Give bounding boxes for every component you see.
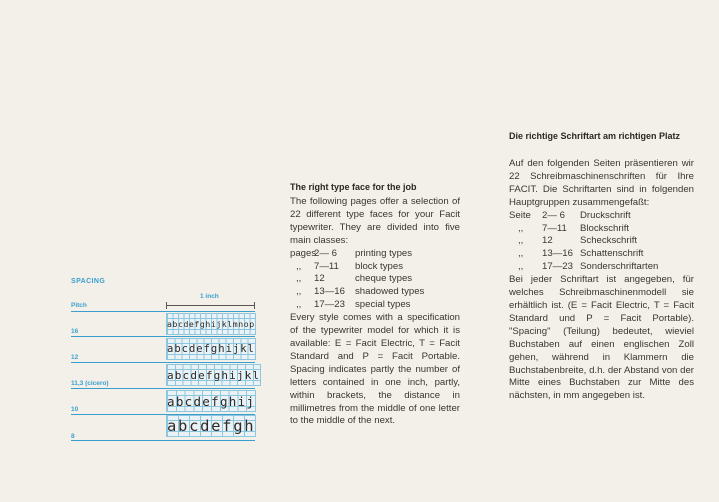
- page-prefix: pages: [290, 247, 317, 259]
- page-range: 2— 6: [542, 209, 565, 221]
- page-range: 13—16: [542, 248, 573, 260]
- english-column: [290, 181, 460, 428]
- type-class: printing types: [355, 247, 413, 259]
- page-prefix: ,,: [518, 235, 524, 247]
- type-class: cheque types: [355, 273, 413, 285]
- pitch-10-sample: abcdefghij: [166, 390, 256, 412]
- pitch-label: Pitch: [71, 302, 87, 309]
- list-item: [509, 261, 694, 274]
- type-class: special types: [355, 299, 411, 311]
- type-class: Scheckschrift: [580, 235, 638, 247]
- list-item: [509, 223, 694, 236]
- page-range: 17—23: [542, 261, 573, 273]
- list-item: [509, 248, 694, 261]
- english-page-list: [290, 248, 460, 313]
- list-item: [509, 210, 694, 223]
- pitch-12-sample: abcdefghijkl: [166, 338, 256, 360]
- pitch-16-sample: abcdefghijklmnop: [166, 313, 256, 335]
- type-class: Blockschrift: [580, 222, 630, 234]
- pitch-16-rule: [71, 336, 255, 337]
- pitch-12-label: 12: [71, 354, 79, 361]
- pitch-rule: [71, 311, 255, 312]
- page-range: 12: [314, 273, 325, 285]
- pitch-12-rule: [71, 362, 255, 363]
- list-item: [290, 299, 460, 312]
- list-item: [290, 248, 460, 261]
- pitch-cicero-rule: [71, 388, 255, 389]
- german-column: [509, 130, 694, 403]
- page-range: 17—23: [314, 299, 345, 311]
- page-prefix: ,,: [296, 299, 302, 311]
- pitch-8-rule: [71, 440, 255, 441]
- type-class: Schattenschrift: [580, 248, 644, 260]
- page-range: 12: [542, 235, 553, 247]
- page-range: 7—11: [314, 260, 339, 272]
- list-item: [290, 261, 460, 274]
- page-range: 7—11: [542, 222, 567, 234]
- inch-measure-line: [166, 305, 255, 306]
- german-intro: Auf den folgenden Seiten präsentieren wir 22 Schreibmaschinenschriften für Ihre FACIT. Die Schriftarten sind in folgenden Hauptgruppen zusammengefaßt:: [509, 158, 694, 208]
- type-class: Sonderschriftarten: [580, 261, 659, 273]
- spacing-title: SPACING: [71, 278, 106, 285]
- pitch-16-label: 16: [71, 328, 79, 335]
- page-prefix: ,,: [296, 260, 302, 272]
- type-class: block types: [355, 260, 403, 272]
- german-body: Bei jeder Schriftart ist angegeben, für welches Schreibmaschinenmodell sie erhältlich ist. (E = Facit Electric, T = Facit Standard und P = Facit Portable). "Spacing" (Teilung) bedeutet, wieviel Buchstaben auf einen englischen Zoll gehen, während in Klammern die Buchstabenbreite, d.h. der Abstand von der Mitte eines Buchstaben zur Mitte des nächsten, in mm angegeben ist.: [509, 274, 694, 402]
- english-body: Every style comes with a specification of the typewriter model for which it is available: E = Facit Electric, T = Facit Standard and P = Facit Portable. Spacing indicates partly the number of letters contained in one inch, partly, within brackets, the distance in millimetres from the middle of one letter to the middle of the next.: [290, 312, 460, 427]
- pitch-10-label: 10: [71, 406, 79, 413]
- page-range: 13—16: [314, 286, 345, 298]
- german-heading: Die richtige Schriftart am richtigen Platz: [509, 131, 681, 141]
- page-prefix: ,,: [296, 273, 302, 285]
- page-prefix: ,,: [296, 286, 302, 298]
- english-heading: The right type face for the job: [290, 182, 417, 192]
- type-class: shadowed types: [355, 286, 425, 298]
- pitch-cicero-sample: abcdefghijkl: [166, 364, 261, 386]
- page-prefix: ,,: [518, 248, 524, 260]
- pitch-8-label: 8: [71, 433, 75, 440]
- list-item: [290, 273, 460, 286]
- inch-label: 1 inch: [200, 293, 219, 300]
- page-prefix: ,,: [518, 222, 524, 234]
- english-intro: The following pages offer a selection of 22 different type faces for your Facit typewriter. They are divided into five main classes:: [290, 196, 460, 246]
- page-range: 2— 6: [314, 247, 337, 259]
- page-prefix: Seite: [509, 209, 531, 221]
- german-page-list: [509, 210, 694, 275]
- pitch-8-sample: abcdefgh: [167, 417, 256, 435]
- page-prefix: ,,: [518, 261, 524, 273]
- pitch-cicero-label: 11,3 (cicero): [71, 380, 109, 387]
- type-class: Druckschrift: [580, 209, 631, 221]
- list-item: [509, 235, 694, 248]
- list-item: [290, 286, 460, 299]
